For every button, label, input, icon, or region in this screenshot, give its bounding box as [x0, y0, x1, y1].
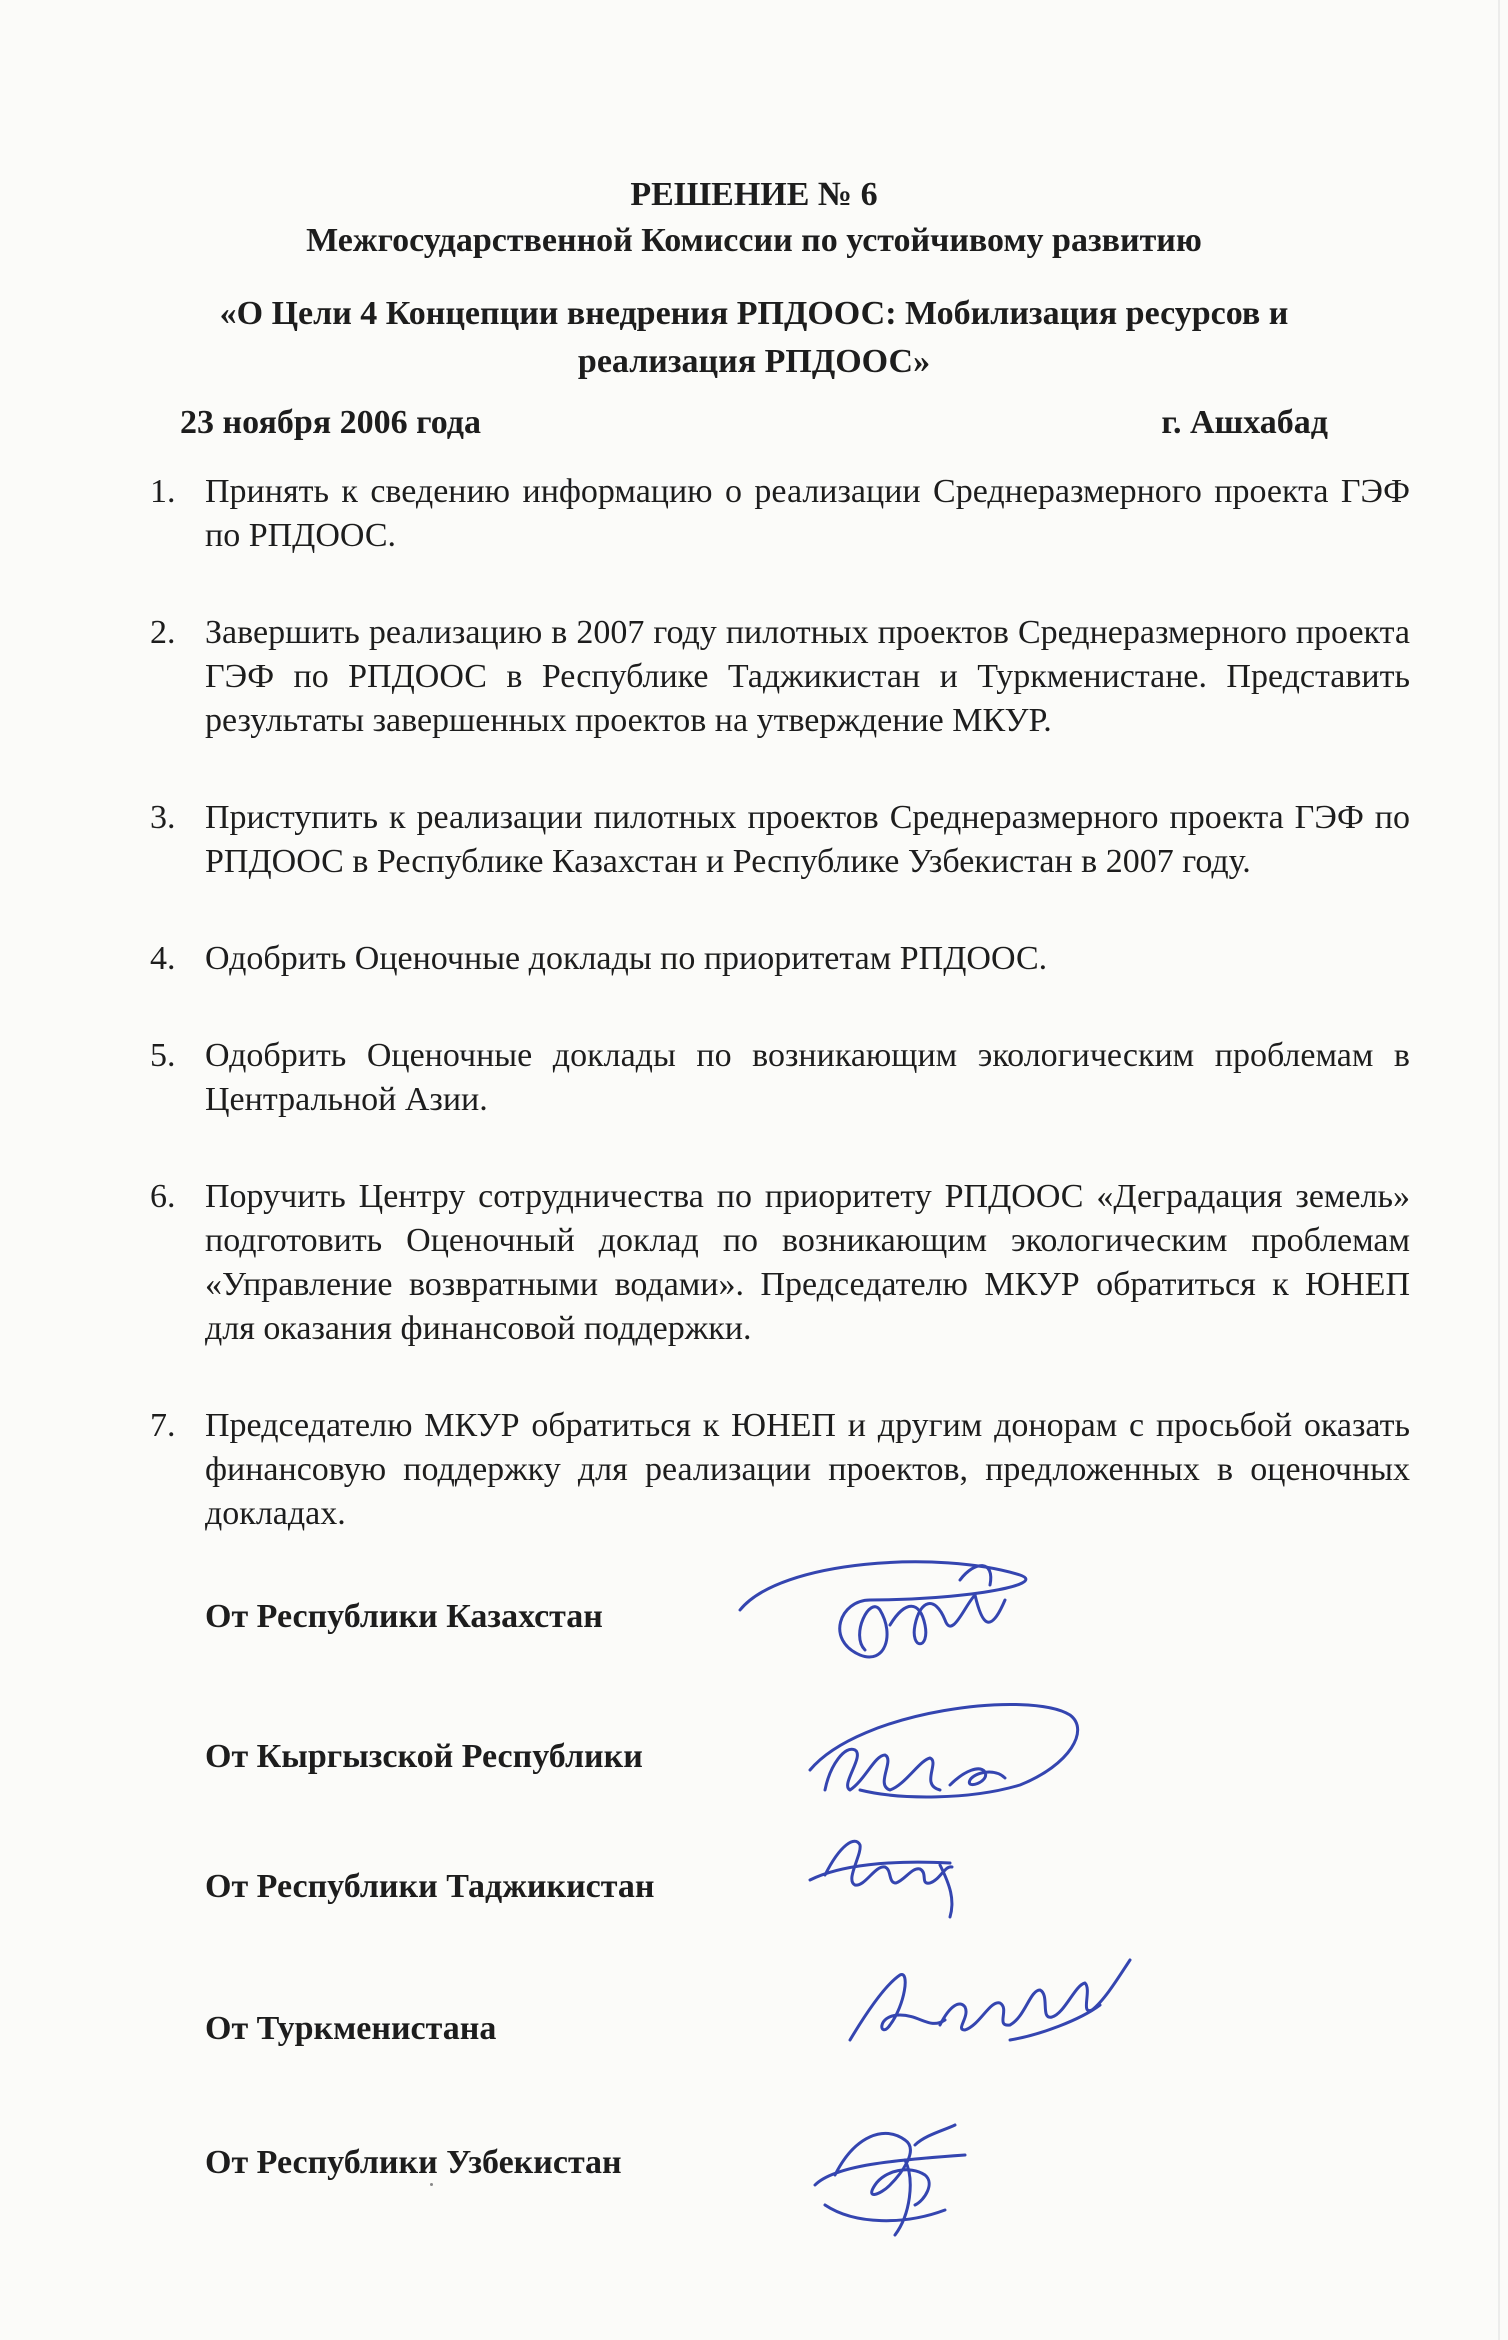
signatory-uzbekistan: От Республики Узбекистан — [205, 2144, 622, 2181]
list-item — [150, 470, 1410, 558]
decision-city: г. Ашхабад — [1161, 404, 1328, 441]
decision-items — [150, 470, 1410, 1589]
decision-title: РЕШЕНИЕ № 6 — [630, 176, 878, 213]
item-text: Завершить реализацию в 2007 году пилотных проектов Среднеразмерного проекта ГЭФ по РПДООС в Республике Таджикистан и Туркменистане. Представить результаты завершенных проектов на утверждение МКУР. — [205, 614, 1410, 739]
list-item — [150, 1034, 1410, 1122]
item-number: 6. — [150, 1178, 176, 1215]
item-text: Приступить к реализации пилотных проектов Среднеразмерного проекта ГЭФ по РПДООС в Республике Казахстан и Республике Узбекистан в 2007 году. — [205, 799, 1410, 880]
decision-topic: «О Цели 4 Концепции внедрения РПДООС: Мобилизация ресурсов и реализация РПДООС» — [219, 295, 1289, 380]
list-item — [150, 937, 1410, 981]
item-text: Одобрить Оценочные доклады по возникающим экологическим проблемам в Центральной Азии. — [205, 1037, 1410, 1118]
scan-speck — [430, 2183, 433, 2186]
decision-date: 23 ноября 2006 года — [180, 404, 481, 441]
item-text: Поручить Центру сотрудничества по приоритету РПДООС «Деградация земель» подготовить Оценочный доклад по возникающим экологическим проблемам «Управление возвратными водами». Председателю МКУР обратиться к ЮНЕП для оказания финансовой поддержки. — [205, 1178, 1410, 1347]
list-item — [150, 1404, 1410, 1536]
item-text: Принять к сведению информацию о реализации Среднеразмерного проекта ГЭФ по РПДООС. — [205, 473, 1410, 554]
item-number: 5. — [150, 1037, 176, 1074]
item-text: Председателю МКУР обратиться к ЮНЕП и другим донорам с просьбой оказать финансовую поддержку для реализации проектов, предложенных в оценочных докладах. — [205, 1407, 1410, 1532]
list-item — [150, 611, 1410, 743]
signature-kyrgyzstan — [780, 1690, 1100, 1820]
list-item — [150, 1175, 1410, 1351]
signature-kazakhstan — [720, 1540, 1100, 1690]
signatory-kyrgyzstan: От Кыргызской Республики — [205, 1738, 643, 1775]
item-number: 7. — [150, 1407, 176, 1444]
signature-turkmenistan — [830, 1945, 1150, 2065]
item-text: Одобрить Оценочные доклады по приоритетам РПДООС. — [205, 940, 1048, 977]
item-number: 2. — [150, 614, 176, 651]
item-number: 4. — [150, 940, 176, 977]
signature-uzbekistan — [795, 2105, 1015, 2245]
signatory-tajikistan: От Республики Таджикистан — [205, 1868, 655, 1905]
signature-tajikistan — [800, 1825, 1000, 1925]
list-item — [150, 796, 1410, 884]
signatory-turkmenistan: От Туркменистана — [205, 2010, 497, 2047]
signatory-kazakhstan: От Республики Казахстан — [205, 1598, 603, 1635]
decision-subtitle: Межгосударственной Комиссии по устойчивому развитию — [306, 222, 1202, 259]
item-number: 3. — [150, 799, 176, 836]
item-number: 1. — [150, 473, 176, 510]
